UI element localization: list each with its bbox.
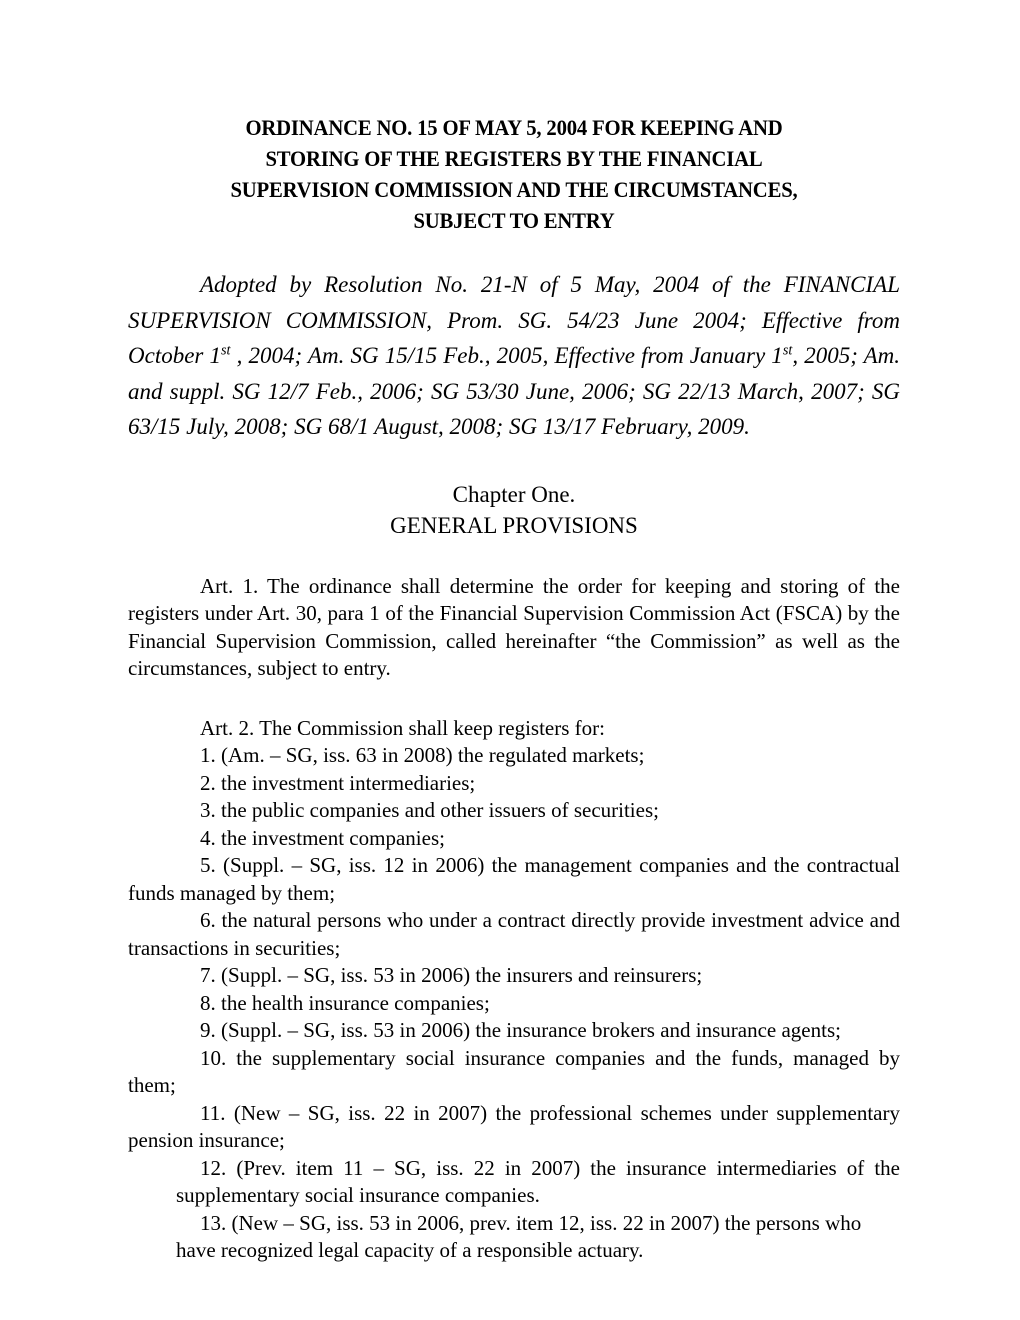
preamble-superscript-1: st xyxy=(221,342,231,359)
list-item: 2. the investment intermediaries; xyxy=(200,770,476,795)
title-line-2: STORING OF THE REGISTERS BY THE FINANCIAL xyxy=(265,146,763,171)
preamble-part-2: , 2004; Am. SG 15/15 Feb., 2005, Effective from January 1 xyxy=(230,343,783,368)
preamble-paragraph xyxy=(128,236,900,445)
list-item: 5. (Suppl. – SG, iss. 12 in 2006) the management companies and the contractual funds managed by them; xyxy=(128,853,900,905)
title-line-4: SUBJECT TO ENTRY xyxy=(413,208,615,233)
list-item: 7. (Suppl. – SG, iss. 53 in 2006) the insurers and reinsurers; xyxy=(200,963,703,987)
title-line-1: ORDINANCE NO. 15 OF MAY 5, 2004 FOR KEEPING AND xyxy=(245,115,783,140)
list-item: 9. (Suppl. – SG, iss. 53 in 2006) the insurance brokers and insurance agents; xyxy=(200,1018,841,1042)
article-1-paragraph: Art. 1. The ordinance shall determine the order for keeping and storing of the registers under Art. 30, para 1 of the Financial Supervision Commission Act (FSCA) by the Financial Supervision Commission, called hereinafter “the Commission” as well as the circumstances, subject to entry. xyxy=(128,573,900,680)
preamble-superscript-2: st xyxy=(782,342,793,359)
list-item: 12. (Prev. item 11 – SG, iss. 22 in 2007) the insurance intermediaries of the supplementary social insurance companies. xyxy=(176,1155,900,1207)
article-2-block xyxy=(128,683,900,1265)
list-item: 11. (New – SG, iss. 22 in 2007) the professional schemes under supplementary pension insurance; xyxy=(128,1100,900,1152)
chapter-name: GENERAL PROVISIONS xyxy=(390,512,638,538)
chapter-label: Chapter One. xyxy=(452,481,576,507)
list-item: 1. (Am. – SG, iss. 63 in 2008) the regulated markets; xyxy=(200,743,645,767)
list-item: 8. the health insurance companies; xyxy=(200,990,490,1015)
page-title xyxy=(159,0,869,236)
preamble-part-1: Adopted by Resolution No. 21-N of 5 May, 2004 of the FINANCIAL SUPERVISION COMMISSION, Prom. SG. 54/23 June 2004; Effective from October 1 xyxy=(128,272,900,368)
list-item: 4. the investment companies; xyxy=(200,825,445,850)
list-item: 10. the supplementary social insurance companies and the funds, managed by them; xyxy=(128,1045,900,1097)
document-content xyxy=(128,0,900,1265)
chapter-heading-block xyxy=(128,445,900,541)
preamble-part-3: , 2005; Am. and suppl. SG 12/7 Feb., 2006; SG 53/30 June, 2006; SG 22/13 March, 2007; SG 63/15 July, 2008; SG 68/1 August, 2008; SG 13/17 February, 2009. xyxy=(128,343,900,439)
list-item: 6. the natural persons who under a contract directly provide investment advice and transactions in securities; xyxy=(128,908,900,960)
title-line-3: SUPERVISION COMMISSION AND THE CIRCUMSTANCES, xyxy=(230,177,798,202)
list-item: 3. the public companies and other issuers of securities; xyxy=(200,798,659,822)
list-item: 13. (New – SG, iss. 53 in 2006, prev. item 12, iss. 22 in 2007) the persons who have recognized legal capacity of a responsible actuary. xyxy=(176,1210,862,1262)
article-2-intro: Art. 2. The Commission shall keep registers for: xyxy=(200,715,605,740)
